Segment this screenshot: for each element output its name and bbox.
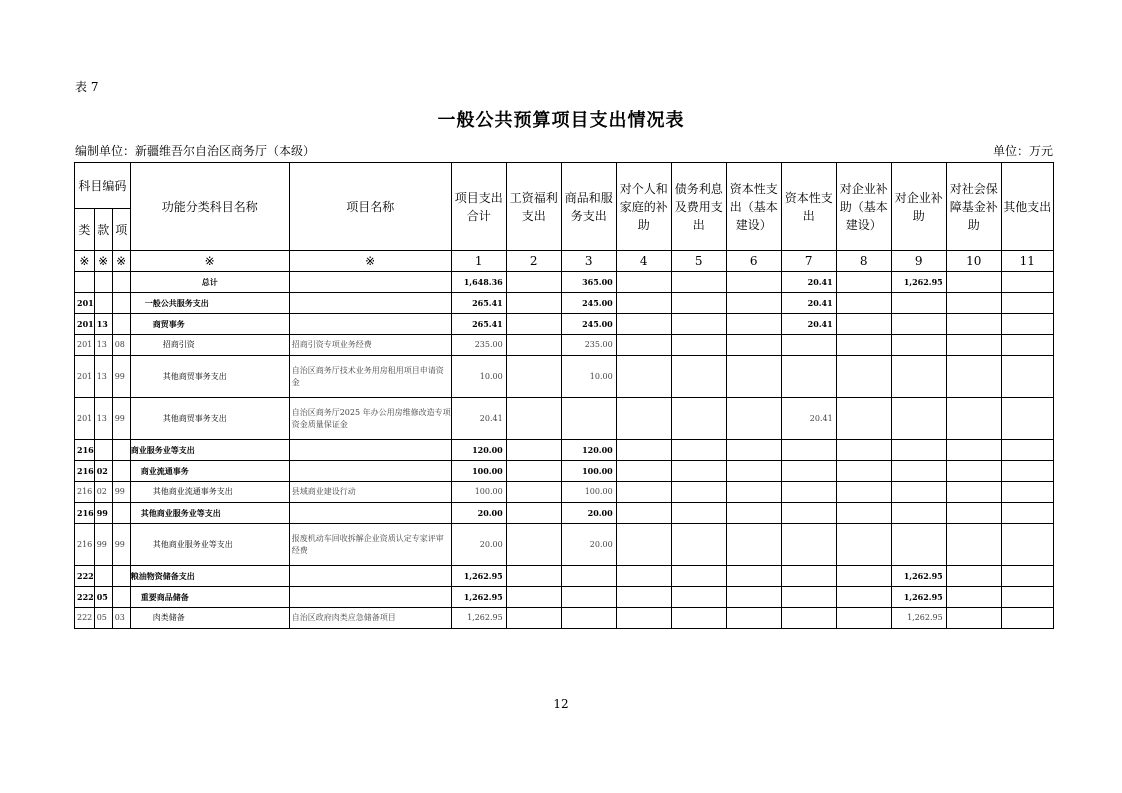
col4-value	[616, 608, 671, 629]
code-lei: 216	[75, 503, 95, 524]
table-body	[75, 272, 1054, 629]
budget-table	[74, 162, 1054, 629]
code-xiang	[112, 314, 130, 335]
col7-value: 20.41	[781, 398, 836, 440]
col11-value	[1001, 482, 1053, 503]
project-name	[289, 461, 451, 482]
col10-value	[946, 587, 1001, 608]
index-number: 11	[1001, 251, 1053, 272]
col9-value: 1,262.95	[891, 608, 946, 629]
table-row	[75, 461, 1054, 482]
table-label: 表 7	[75, 80, 99, 94]
code-lei: 216	[75, 461, 95, 482]
col1-value: 1,262.95	[451, 566, 506, 587]
col3-value: 120.00	[561, 440, 616, 461]
col2-value	[506, 482, 561, 503]
col11-value	[1001, 608, 1053, 629]
col6-value	[726, 440, 781, 461]
index-number: 5	[671, 251, 726, 272]
col11-value	[1001, 503, 1053, 524]
header-col11: 其他支出	[1001, 163, 1053, 251]
col11-value	[1001, 566, 1053, 587]
col1-value: 265.41	[451, 314, 506, 335]
col10-value	[946, 356, 1001, 398]
col2-value	[506, 587, 561, 608]
code-kuan: 13	[94, 398, 112, 440]
col4-value	[616, 482, 671, 503]
func-name: 总计	[130, 272, 289, 293]
table-row	[75, 335, 1054, 356]
col1-value: 100.00	[451, 461, 506, 482]
col11-value	[1001, 314, 1053, 335]
table-row	[75, 503, 1054, 524]
col10-value	[946, 272, 1001, 293]
code-xiang	[112, 461, 130, 482]
col9-value: 1,262.95	[891, 587, 946, 608]
code-lei: 216	[75, 524, 95, 566]
col4-value	[616, 587, 671, 608]
code-kuan: 02	[94, 461, 112, 482]
code-kuan	[94, 293, 112, 314]
col5-value	[671, 398, 726, 440]
col1-value: 100.00	[451, 482, 506, 503]
col9-value	[891, 482, 946, 503]
col2-value	[506, 503, 561, 524]
func-name: 粮油物资储备支出	[130, 566, 289, 587]
col3-value: 100.00	[561, 482, 616, 503]
col4-value	[616, 314, 671, 335]
func-name: 其他商贸事务支出	[130, 356, 289, 398]
header-col6: 资本性支出（基本建设）	[726, 163, 781, 251]
code-lei: 222	[75, 566, 95, 587]
col2-value	[506, 566, 561, 587]
table-row	[75, 398, 1054, 440]
col7-value	[781, 482, 836, 503]
col3-value: 10.00	[561, 356, 616, 398]
func-name: 一般公共服务支出	[130, 293, 289, 314]
col9-value: 1,262.95	[891, 566, 946, 587]
col8-value	[836, 272, 891, 293]
func-name: 重要商品储备	[130, 587, 289, 608]
col8-value	[836, 566, 891, 587]
col3-value: 365.00	[561, 272, 616, 293]
code-kuan: 13	[94, 335, 112, 356]
header-col9: 对企业补助	[891, 163, 946, 251]
col8-value	[836, 440, 891, 461]
index-row	[75, 251, 1054, 272]
code-lei: 201	[75, 293, 95, 314]
project-name	[289, 314, 451, 335]
code-kuan: 02	[94, 482, 112, 503]
header-col2: 工资福利支出	[506, 163, 561, 251]
col5-value	[671, 461, 726, 482]
col1-value: 265.41	[451, 293, 506, 314]
code-kuan: 99	[94, 503, 112, 524]
col5-value	[671, 356, 726, 398]
index-mark: ※	[112, 251, 130, 272]
col8-value	[836, 482, 891, 503]
table-row	[75, 524, 1054, 566]
col9-value	[891, 440, 946, 461]
col9-value	[891, 524, 946, 566]
col8-value	[836, 461, 891, 482]
header-proj-name: 项目名称	[289, 163, 451, 251]
index-number: 7	[781, 251, 836, 272]
col4-value	[616, 335, 671, 356]
col9-value	[891, 503, 946, 524]
func-name: 其他商业流通事务支出	[130, 482, 289, 503]
col5-value	[671, 587, 726, 608]
col11-value	[1001, 440, 1053, 461]
index-number: 3	[561, 251, 616, 272]
col5-value	[671, 566, 726, 587]
index-number: 8	[836, 251, 891, 272]
col6-value	[726, 293, 781, 314]
col4-value	[616, 440, 671, 461]
index-number: 6	[726, 251, 781, 272]
col4-value	[616, 461, 671, 482]
col9-value	[891, 398, 946, 440]
func-name: 商业服务业等支出	[130, 440, 289, 461]
index-mark: ※	[289, 251, 451, 272]
col11-value	[1001, 398, 1053, 440]
col5-value	[671, 440, 726, 461]
col3-value: 20.00	[561, 524, 616, 566]
col5-value	[671, 335, 726, 356]
table-row	[75, 482, 1054, 503]
code-lei: 201	[75, 398, 95, 440]
col7-value	[781, 356, 836, 398]
col4-value	[616, 356, 671, 398]
col4-value	[616, 524, 671, 566]
project-name: 自治区商务厅2025 年办公用房维修改造专项资金质量保证金	[289, 398, 451, 440]
code-xiang	[112, 587, 130, 608]
col10-value	[946, 482, 1001, 503]
table-row	[75, 566, 1054, 587]
col7-value: 20.41	[781, 293, 836, 314]
project-name	[289, 587, 451, 608]
col4-value	[616, 566, 671, 587]
col10-value	[946, 440, 1001, 461]
func-name: 招商引资	[130, 335, 289, 356]
code-lei: 216	[75, 482, 95, 503]
col6-value	[726, 335, 781, 356]
col7-value	[781, 587, 836, 608]
code-kuan	[94, 566, 112, 587]
index-number: 4	[616, 251, 671, 272]
code-lei	[75, 272, 95, 293]
col5-value	[671, 482, 726, 503]
table-row	[75, 440, 1054, 461]
col11-value	[1001, 524, 1053, 566]
col9-value	[891, 335, 946, 356]
code-kuan: 13	[94, 314, 112, 335]
col5-value	[671, 503, 726, 524]
code-kuan: 05	[94, 608, 112, 629]
code-xiang	[112, 566, 130, 587]
project-name: 报废机动车回收拆解企业资质认定专家评审经费	[289, 524, 451, 566]
col7-value	[781, 524, 836, 566]
currency-unit: 单位：万元	[992, 144, 1053, 158]
col4-value	[616, 272, 671, 293]
col10-value	[946, 524, 1001, 566]
col9-value: 1,262.95	[891, 272, 946, 293]
col10-value	[946, 608, 1001, 629]
col3-value: 20.00	[561, 503, 616, 524]
col3-value: 100.00	[561, 461, 616, 482]
table-row	[75, 356, 1054, 398]
col6-value	[726, 398, 781, 440]
code-kuan: 05	[94, 587, 112, 608]
col3-value	[561, 608, 616, 629]
col7-value: 20.41	[781, 314, 836, 335]
col8-value	[836, 293, 891, 314]
code-xiang	[112, 293, 130, 314]
code-xiang: 99	[112, 482, 130, 503]
col10-value	[946, 314, 1001, 335]
col2-value	[506, 398, 561, 440]
code-kuan	[94, 272, 112, 293]
col6-value	[726, 608, 781, 629]
col6-value	[726, 356, 781, 398]
func-name: 商业流通事务	[130, 461, 289, 482]
col7-value	[781, 608, 836, 629]
header-col3: 商品和服务支出	[561, 163, 616, 251]
col7-value	[781, 335, 836, 356]
col9-value	[891, 293, 946, 314]
header-kuan: 款	[94, 209, 112, 251]
col8-value	[836, 503, 891, 524]
project-name	[289, 566, 451, 587]
col10-value	[946, 398, 1001, 440]
project-name	[289, 503, 451, 524]
col8-value	[836, 587, 891, 608]
col8-value	[836, 356, 891, 398]
col7-value	[781, 461, 836, 482]
col1-value: 20.00	[451, 524, 506, 566]
header-col1: 项目支出合计	[451, 163, 506, 251]
header-lei: 类	[75, 209, 95, 251]
col8-value	[836, 335, 891, 356]
code-lei: 201	[75, 356, 95, 398]
index-mark: ※	[130, 251, 289, 272]
col1-value: 120.00	[451, 440, 506, 461]
col6-value	[726, 587, 781, 608]
col2-value	[506, 461, 561, 482]
index-number: 2	[506, 251, 561, 272]
project-name: 自治区政府肉类应急储备项目	[289, 608, 451, 629]
code-lei: 216	[75, 440, 95, 461]
col2-value	[506, 272, 561, 293]
header-col5: 债务利息及费用支出	[671, 163, 726, 251]
code-lei: 222	[75, 587, 95, 608]
project-name	[289, 293, 451, 314]
col11-value	[1001, 461, 1053, 482]
col6-value	[726, 503, 781, 524]
col1-value: 10.00	[451, 356, 506, 398]
col6-value	[726, 314, 781, 335]
col3-value	[561, 398, 616, 440]
table-row	[75, 293, 1054, 314]
func-name: 肉类储备	[130, 608, 289, 629]
index-number: 9	[891, 251, 946, 272]
col1-value: 1,648.36	[451, 272, 506, 293]
total-row	[75, 272, 1054, 293]
index-number: 10	[946, 251, 1001, 272]
col9-value	[891, 314, 946, 335]
col4-value	[616, 293, 671, 314]
col7-value	[781, 503, 836, 524]
project-name	[289, 440, 451, 461]
header-col10: 对社会保障基金补助	[946, 163, 1001, 251]
col2-value	[506, 356, 561, 398]
col1-value: 1,262.95	[451, 608, 506, 629]
col7-value	[781, 566, 836, 587]
col11-value	[1001, 335, 1053, 356]
col7-value: 20.41	[781, 272, 836, 293]
col2-value	[506, 293, 561, 314]
col10-value	[946, 503, 1001, 524]
col8-value	[836, 314, 891, 335]
code-kuan: 13	[94, 356, 112, 398]
col2-value	[506, 608, 561, 629]
col3-value	[561, 587, 616, 608]
compiling-unit: 编制单位：新疆维吾尔自治区商务厅（本级）	[75, 144, 316, 158]
col8-value	[836, 398, 891, 440]
code-lei: 201	[75, 314, 95, 335]
col9-value	[891, 461, 946, 482]
code-lei: 222	[75, 608, 95, 629]
project-name: 招商引资专项业务经费	[289, 335, 451, 356]
col11-value	[1001, 356, 1053, 398]
header-col4: 对个人和家庭的补助	[616, 163, 671, 251]
page-title: 一般公共预算项目支出情况表	[437, 110, 685, 131]
col3-value	[561, 566, 616, 587]
col1-value: 1,262.95	[451, 587, 506, 608]
col5-value	[671, 293, 726, 314]
code-xiang: 99	[112, 524, 130, 566]
col6-value	[726, 272, 781, 293]
page-number: 12	[553, 697, 569, 711]
col4-value	[616, 398, 671, 440]
col2-value	[506, 335, 561, 356]
header-func-name: 功能分类科目名称	[130, 163, 289, 251]
func-name: 其他商贸事务支出	[130, 398, 289, 440]
table-row	[75, 314, 1054, 335]
col11-value	[1001, 587, 1053, 608]
code-xiang: 08	[112, 335, 130, 356]
col5-value	[671, 524, 726, 566]
table-header	[75, 163, 1054, 272]
col2-value	[506, 314, 561, 335]
col11-value	[1001, 293, 1053, 314]
code-kuan: 99	[94, 524, 112, 566]
col5-value	[671, 608, 726, 629]
col10-value	[946, 335, 1001, 356]
col3-value: 245.00	[561, 314, 616, 335]
col7-value	[781, 440, 836, 461]
col2-value	[506, 524, 561, 566]
header-col7: 资本性支出	[781, 163, 836, 251]
func-name: 商贸事务	[130, 314, 289, 335]
project-name: 自治区商务厅技术业务用房租用项目申请资金	[289, 356, 451, 398]
col5-value	[671, 314, 726, 335]
col6-value	[726, 566, 781, 587]
project-name: 县域商业建设行动	[289, 482, 451, 503]
code-xiang	[112, 503, 130, 524]
col6-value	[726, 482, 781, 503]
col1-value: 20.00	[451, 503, 506, 524]
col6-value	[726, 461, 781, 482]
col1-value: 235.00	[451, 335, 506, 356]
col10-value	[946, 293, 1001, 314]
func-name: 其他商业服务业等支出	[130, 524, 289, 566]
code-xiang	[112, 440, 130, 461]
func-name: 其他商业服务业等支出	[130, 503, 289, 524]
code-xiang: 99	[112, 356, 130, 398]
col8-value	[836, 524, 891, 566]
code-xiang: 03	[112, 608, 130, 629]
table-row	[75, 587, 1054, 608]
header-col8: 对企业补助（基本建设）	[836, 163, 891, 251]
project-name	[289, 272, 451, 293]
col10-value	[946, 566, 1001, 587]
code-lei: 201	[75, 335, 95, 356]
index-mark: ※	[94, 251, 112, 272]
col8-value	[836, 608, 891, 629]
col1-value: 20.41	[451, 398, 506, 440]
col11-value	[1001, 272, 1053, 293]
header-subject-code: 科目编码	[75, 163, 131, 209]
col6-value	[726, 524, 781, 566]
col5-value	[671, 272, 726, 293]
code-xiang: 99	[112, 398, 130, 440]
code-xiang	[112, 272, 130, 293]
col9-value	[891, 356, 946, 398]
index-mark: ※	[75, 251, 95, 272]
header-xiang: 项	[112, 209, 130, 251]
code-kuan	[94, 440, 112, 461]
col10-value	[946, 461, 1001, 482]
col3-value: 245.00	[561, 293, 616, 314]
col3-value: 235.00	[561, 335, 616, 356]
col2-value	[506, 440, 561, 461]
table-row	[75, 608, 1054, 629]
col4-value	[616, 503, 671, 524]
index-number: 1	[451, 251, 506, 272]
